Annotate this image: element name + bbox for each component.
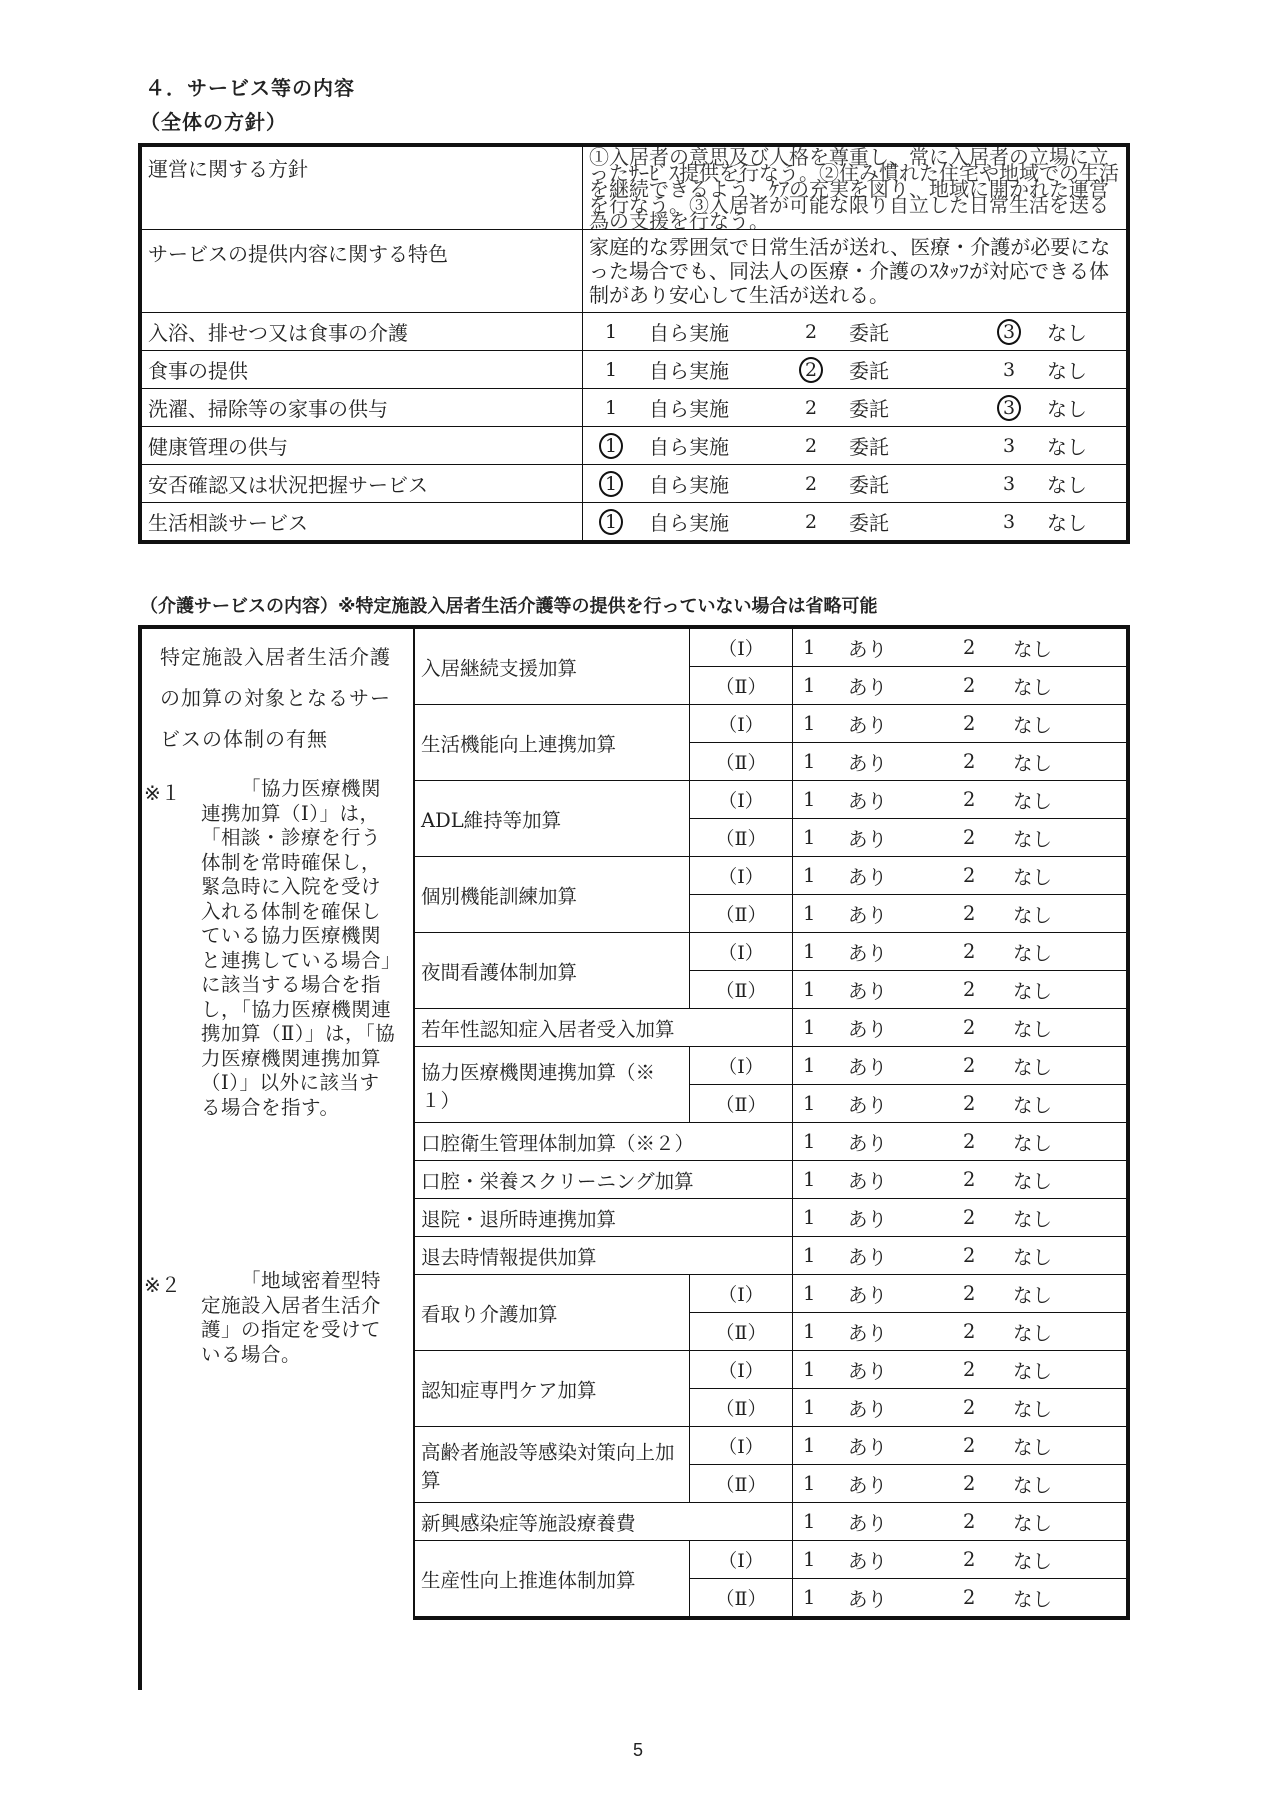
service-option-label: 食事の提供 bbox=[140, 351, 583, 389]
answer-option-2-number[interactable]: 2 bbox=[963, 1320, 976, 1343]
service-option-choices bbox=[583, 465, 1129, 503]
answer-option-1-number[interactable]: 1 bbox=[803, 1054, 816, 1077]
answer-choices bbox=[793, 743, 1129, 781]
care-item-subtype: （Ⅰ） bbox=[690, 1047, 793, 1085]
answer-option-1-number[interactable]: 1 bbox=[803, 1206, 816, 1229]
option-label-1: 自ら実施 bbox=[649, 321, 729, 345]
answer-choices bbox=[793, 1313, 1129, 1351]
option-number-3[interactable]: 3 bbox=[1002, 472, 1016, 495]
option-number-3-selected[interactable]: 3 bbox=[997, 395, 1021, 421]
care-item-name: 生活機能向上連携加算 bbox=[414, 705, 690, 781]
answer-option-1-label: あり bbox=[848, 751, 888, 775]
care-item-name: 入居継続支援加算 bbox=[414, 627, 690, 705]
option-label-1: 自ら実施 bbox=[649, 511, 729, 535]
care-addition-table bbox=[413, 625, 1130, 1620]
service-option-row bbox=[140, 351, 1128, 389]
answer-choices bbox=[793, 1123, 1129, 1161]
feature-row bbox=[140, 230, 1128, 313]
option-label-3: なし bbox=[1047, 397, 1087, 421]
answer-option-1-label: あり bbox=[848, 1169, 888, 1193]
care-item-row bbox=[414, 781, 1128, 819]
option-label-1: 自ら実施 bbox=[649, 397, 729, 421]
answer-option-2-label: なし bbox=[1013, 1245, 1053, 1269]
answer-option-2-number[interactable]: 2 bbox=[963, 1244, 976, 1267]
answer-option-2-label: なし bbox=[1013, 1321, 1053, 1345]
answer-option-1-label: あり bbox=[848, 1359, 888, 1383]
answer-option-1-number[interactable]: 1 bbox=[803, 1168, 816, 1191]
answer-option-2-number[interactable]: 2 bbox=[963, 978, 976, 1001]
answer-option-2-number[interactable]: 2 bbox=[963, 674, 976, 697]
answer-option-1-label: あり bbox=[848, 1017, 888, 1041]
answer-option-2-label: なし bbox=[1013, 1511, 1053, 1535]
answer-option-2-label: なし bbox=[1013, 1017, 1053, 1041]
care-item-subtype: （Ⅰ） bbox=[690, 1541, 793, 1579]
answer-choices bbox=[793, 1389, 1129, 1427]
answer-choices bbox=[793, 971, 1129, 1009]
option-number-1-selected[interactable]: 1 bbox=[599, 433, 623, 459]
option-label-3: なし bbox=[1047, 435, 1087, 459]
answer-option-1-label: あり bbox=[848, 713, 888, 737]
care-item-subtype: （Ⅱ） bbox=[690, 743, 793, 781]
answer-option-2-label: なし bbox=[1013, 675, 1053, 699]
answer-choices bbox=[793, 705, 1129, 743]
answer-option-2-label: なし bbox=[1013, 827, 1053, 851]
care-item-row bbox=[414, 1427, 1128, 1465]
option-label-1: 自ら実施 bbox=[649, 473, 729, 497]
answer-option-2-number[interactable]: 2 bbox=[963, 1472, 976, 1495]
answer-option-2-number[interactable]: 2 bbox=[963, 636, 976, 659]
answer-option-1-number[interactable]: 1 bbox=[803, 636, 816, 659]
answer-choices bbox=[793, 1161, 1129, 1199]
page-number: 5 bbox=[633, 1740, 644, 1760]
answer-option-2-label: なし bbox=[1013, 865, 1053, 889]
answer-choices bbox=[793, 1237, 1129, 1275]
care-item-row bbox=[414, 627, 1128, 667]
answer-choices bbox=[793, 1047, 1129, 1085]
care-item-subtype: （Ⅱ） bbox=[690, 1389, 793, 1427]
answer-option-1-label: あり bbox=[848, 637, 888, 661]
answer-option-2-number[interactable]: 2 bbox=[963, 1396, 976, 1419]
answer-choices bbox=[793, 1275, 1129, 1313]
answer-option-2-label: なし bbox=[1013, 1055, 1053, 1079]
care-item-row bbox=[414, 1351, 1128, 1389]
answer-option-2-label: なし bbox=[1013, 903, 1053, 927]
care-item-name: 新興感染症等施設療養費 bbox=[414, 1503, 793, 1541]
answer-choices bbox=[793, 857, 1129, 895]
service-option-row bbox=[140, 313, 1128, 351]
service-option-row bbox=[140, 465, 1128, 503]
care-item-subtype: （Ⅱ） bbox=[690, 1313, 793, 1351]
answer-option-1-number[interactable]: 1 bbox=[803, 1472, 816, 1495]
note-text-1: 「協力医療機関連携加算（Ⅰ）」は，「相談・診療を行う体制を常時確保し，緊急時に入院を受け入れる体制を確保している協力医療機関と連携している場合」に該当する場合を指し，「協力医療機関連携加算（Ⅱ）」は，「協力医療機関連携加算（Ⅰ）」以外に該当する場合を指す。 bbox=[201, 777, 396, 1119]
answer-option-2-label: なし bbox=[1013, 979, 1053, 1003]
policy-row bbox=[140, 145, 1128, 230]
care-item-row bbox=[414, 1541, 1128, 1579]
option-number-2[interactable]: 2 bbox=[804, 320, 818, 343]
answer-option-1-number[interactable]: 1 bbox=[803, 674, 816, 697]
answer-option-2-number[interactable]: 2 bbox=[963, 1092, 976, 1115]
care-item-row bbox=[414, 1047, 1128, 1085]
answer-option-1-label: あり bbox=[848, 941, 888, 965]
option-number-2[interactable]: 2 bbox=[804, 434, 818, 457]
answer-option-1-label: あり bbox=[848, 1207, 888, 1231]
answer-option-1-label: あり bbox=[848, 1473, 888, 1497]
answer-option-1-label: あり bbox=[848, 1093, 888, 1117]
care-item-name: 退院・退所時連携加算 bbox=[414, 1199, 793, 1237]
answer-option-2-number[interactable]: 2 bbox=[963, 1358, 976, 1381]
note-mark-1: ※１ bbox=[144, 781, 181, 805]
subsection-heading: （全体の方針） bbox=[140, 110, 287, 134]
answer-option-1-label: あり bbox=[848, 1131, 888, 1155]
care-item-name: 口腔・栄養スクリーニング加算 bbox=[414, 1161, 793, 1199]
care-item-subtype: （Ⅱ） bbox=[690, 1579, 793, 1619]
answer-option-1-label: あり bbox=[848, 1397, 888, 1421]
care-item-subtype: （Ⅱ） bbox=[690, 667, 793, 705]
service-option-label: 入浴、排せつ又は食事の介護 bbox=[140, 313, 583, 351]
answer-choices bbox=[793, 1009, 1129, 1047]
answer-option-1-label: あり bbox=[848, 1055, 888, 1079]
answer-option-2-label: なし bbox=[1013, 713, 1053, 737]
option-number-2-selected[interactable]: 2 bbox=[799, 357, 823, 383]
answer-option-1-number[interactable]: 1 bbox=[803, 1434, 816, 1457]
option-number-1-selected[interactable]: 1 bbox=[599, 471, 623, 497]
option-number-1[interactable]: 1 bbox=[604, 320, 618, 343]
answer-choices bbox=[793, 1541, 1129, 1579]
answer-option-1-label: あり bbox=[848, 789, 888, 813]
service-option-label: 洗濯、掃除等の家事の供与 bbox=[140, 389, 583, 427]
answer-option-1-number[interactable]: 1 bbox=[803, 750, 816, 773]
answer-option-1-label: あり bbox=[848, 865, 888, 889]
answer-option-1-label: あり bbox=[848, 1435, 888, 1459]
care-item-name: 認知症専門ケア加算 bbox=[414, 1351, 690, 1427]
care-item-subtype: （Ⅰ） bbox=[690, 1427, 793, 1465]
answer-option-1-label: あり bbox=[848, 827, 888, 851]
care-item-row bbox=[414, 933, 1128, 971]
answer-choices bbox=[793, 627, 1129, 667]
answer-option-2-label: なし bbox=[1013, 1549, 1053, 1573]
care-item-name: 個別機能訓練加算 bbox=[414, 857, 690, 933]
option-number-3[interactable]: 3 bbox=[1002, 510, 1016, 533]
answer-option-2-number[interactable]: 2 bbox=[963, 1434, 976, 1457]
answer-option-2-label: なし bbox=[1013, 1207, 1053, 1231]
option-number-2[interactable]: 2 bbox=[804, 510, 818, 533]
care-item-subtype: （Ⅰ） bbox=[690, 1351, 793, 1389]
answer-option-1-label: あり bbox=[848, 1587, 888, 1611]
answer-option-2-number[interactable]: 2 bbox=[963, 902, 976, 925]
answer-option-1-number[interactable]: 1 bbox=[803, 1396, 816, 1419]
answer-choices bbox=[793, 819, 1129, 857]
answer-option-2-label: なし bbox=[1013, 1587, 1053, 1611]
answer-option-2-number[interactable]: 2 bbox=[963, 1016, 976, 1039]
answer-option-1-number[interactable]: 1 bbox=[803, 1510, 816, 1533]
option-label-1: 自ら実施 bbox=[649, 359, 729, 383]
service-option-choices bbox=[583, 351, 1129, 389]
service-options bbox=[140, 313, 1128, 543]
answer-option-2-label: なし bbox=[1013, 1397, 1053, 1421]
option-label-3: なし bbox=[1047, 321, 1087, 345]
answer-option-2-label: なし bbox=[1013, 751, 1053, 775]
care-item-name: 看取り介護加算 bbox=[414, 1275, 690, 1351]
care-item-name: 高齢者施設等感染対策向上加算 bbox=[414, 1427, 690, 1503]
option-label-3: なし bbox=[1047, 473, 1087, 497]
option-number-3[interactable]: 3 bbox=[1002, 434, 1016, 457]
option-label-3: なし bbox=[1047, 359, 1087, 383]
care-item-subtype: （Ⅰ） bbox=[690, 627, 793, 667]
option-number-3-selected[interactable]: 3 bbox=[997, 319, 1021, 345]
answer-option-1-number[interactable]: 1 bbox=[803, 1244, 816, 1267]
service-option-row bbox=[140, 389, 1128, 427]
note-mark-2: ※２ bbox=[144, 1273, 181, 1297]
care-item-subtype: （Ⅰ） bbox=[690, 857, 793, 895]
answer-choices bbox=[793, 1503, 1129, 1541]
care-item-row bbox=[414, 1161, 1128, 1199]
service-option-label: 生活相談サービス bbox=[140, 503, 583, 543]
answer-choices bbox=[793, 1199, 1129, 1237]
answer-option-1-number[interactable]: 1 bbox=[803, 1548, 816, 1571]
care-item-row bbox=[414, 857, 1128, 895]
care-section-heading: （介護サービスの内容）※特定施設入居者生活介護等の提供を行っていない場合は省略可能 bbox=[140, 596, 878, 617]
answer-choices bbox=[793, 667, 1129, 705]
answer-option-1-number[interactable]: 1 bbox=[803, 1092, 816, 1115]
answer-option-1-label: あり bbox=[848, 1245, 888, 1269]
option-number-1[interactable]: 1 bbox=[604, 358, 618, 381]
answer-option-2-number[interactable]: 2 bbox=[963, 712, 976, 735]
option-label-1: 自ら実施 bbox=[649, 435, 729, 459]
option-label-2: 委託 bbox=[849, 359, 889, 383]
answer-option-2-number[interactable]: 2 bbox=[963, 1054, 976, 1077]
care-item-subtype: （Ⅰ） bbox=[690, 705, 793, 743]
answer-option-2-label: なし bbox=[1013, 789, 1053, 813]
answer-option-2-number[interactable]: 2 bbox=[963, 750, 976, 773]
care-item-name: ADL維持等加算 bbox=[414, 781, 690, 857]
answer-option-1-label: あり bbox=[848, 979, 888, 1003]
answer-option-2-label: なし bbox=[1013, 1473, 1053, 1497]
answer-option-1-label: あり bbox=[848, 1321, 888, 1345]
option-number-1-selected[interactable]: 1 bbox=[599, 509, 623, 535]
policy-value: ①入居者の意思及び人格を尊重し、常に入居者の立場に立ったｻｰﾋﾞｽ提供を行なう。②住み慣れた住宅や地域での生活を継続できるよう、ｹｱの充実を図り、地域に開かれた運営を行なう。③入居者が可能な限り自立した日常生活を送る為の支援を行なう。 bbox=[583, 145, 1129, 230]
answer-option-2-number[interactable]: 2 bbox=[963, 1130, 976, 1153]
answer-option-2-number[interactable]: 2 bbox=[963, 788, 976, 811]
answer-choices bbox=[793, 1465, 1129, 1503]
answer-option-1-number[interactable]: 1 bbox=[803, 902, 816, 925]
option-number-1[interactable]: 1 bbox=[604, 396, 618, 419]
answer-option-1-number[interactable]: 1 bbox=[803, 978, 816, 1001]
service-option-choices bbox=[583, 427, 1129, 465]
answer-option-2-number[interactable]: 2 bbox=[963, 864, 976, 887]
care-item-row bbox=[414, 1503, 1128, 1541]
answer-choices bbox=[793, 895, 1129, 933]
service-option-label: 安否確認又は状況把握サービス bbox=[140, 465, 583, 503]
service-option-choices bbox=[583, 313, 1129, 351]
care-item-row bbox=[414, 1199, 1128, 1237]
care-item-name: 口腔衛生管理体制加算（※２） bbox=[414, 1123, 793, 1161]
care-intro: 特定施設入居者生活介護の加算の対象となるサービスの体制の有無 bbox=[160, 645, 391, 751]
service-option-label: 健康管理の供与 bbox=[140, 427, 583, 465]
policy-table bbox=[138, 143, 1130, 544]
service-option-row bbox=[140, 427, 1128, 465]
answer-choices bbox=[793, 1427, 1129, 1465]
answer-choices bbox=[793, 781, 1129, 819]
care-item-name: 退去時情報提供加算 bbox=[414, 1237, 793, 1275]
option-label-2: 委託 bbox=[849, 321, 889, 345]
care-item-name: 生産性向上推進体制加算 bbox=[414, 1541, 690, 1619]
care-item-name: 若年性認知症入居者受入加算 bbox=[414, 1009, 793, 1047]
answer-option-1-number[interactable]: 1 bbox=[803, 788, 816, 811]
answer-option-1-number[interactable]: 1 bbox=[803, 864, 816, 887]
answer-option-1-number[interactable]: 1 bbox=[803, 712, 816, 735]
answer-option-2-label: なし bbox=[1013, 1093, 1053, 1117]
answer-option-2-number[interactable]: 2 bbox=[963, 1586, 976, 1609]
care-item-name: 夜間看護体制加算 bbox=[414, 933, 690, 1009]
answer-option-1-number[interactable]: 1 bbox=[803, 1282, 816, 1305]
option-number-3[interactable]: 3 bbox=[1002, 358, 1016, 381]
answer-option-2-number[interactable]: 2 bbox=[963, 1282, 976, 1305]
answer-option-2-label: なし bbox=[1013, 637, 1053, 661]
answer-option-1-number[interactable]: 1 bbox=[803, 1320, 816, 1343]
answer-choices bbox=[793, 1085, 1129, 1123]
care-item-row bbox=[414, 1237, 1128, 1275]
policy-label: 運営に関する方針 bbox=[140, 145, 583, 230]
answer-option-2-number[interactable]: 2 bbox=[963, 1206, 976, 1229]
care-item-row bbox=[414, 1009, 1128, 1047]
option-label-2: 委託 bbox=[849, 511, 889, 535]
answer-option-1-number[interactable]: 1 bbox=[803, 1130, 816, 1153]
answer-option-1-label: あり bbox=[848, 675, 888, 699]
answer-option-1-label: あり bbox=[848, 1283, 888, 1307]
answer-choices bbox=[793, 1351, 1129, 1389]
answer-choices bbox=[793, 933, 1129, 971]
feature-label: サービスの提供内容に関する特色 bbox=[140, 230, 583, 313]
option-label-2: 委託 bbox=[849, 435, 889, 459]
answer-option-2-number[interactable]: 2 bbox=[963, 1168, 976, 1191]
answer-option-2-number[interactable]: 2 bbox=[963, 1548, 976, 1571]
answer-option-1-label: あり bbox=[848, 1511, 888, 1535]
care-item-subtype: （Ⅰ） bbox=[690, 781, 793, 819]
section-heading: ４．サービス等の内容 bbox=[145, 76, 355, 100]
service-option-choices bbox=[583, 503, 1129, 543]
answer-option-1-number[interactable]: 1 bbox=[803, 940, 816, 963]
answer-option-2-number[interactable]: 2 bbox=[963, 940, 976, 963]
option-number-2[interactable]: 2 bbox=[804, 472, 818, 495]
care-item-subtype: （Ⅱ） bbox=[690, 1465, 793, 1503]
answer-option-2-label: なし bbox=[1013, 1131, 1053, 1155]
answer-option-1-label: あり bbox=[848, 1549, 888, 1573]
note-text-2: 「地域密着型特定施設入居者生活介護」の指定を受けている場合。 bbox=[201, 1269, 382, 1366]
care-item-name: 協力医療機関連携加算（※１） bbox=[414, 1047, 690, 1123]
answer-option-2-label: なし bbox=[1013, 1435, 1053, 1459]
answer-option-1-number[interactable]: 1 bbox=[803, 1586, 816, 1609]
answer-choices bbox=[793, 1579, 1129, 1619]
care-item-subtype: （Ⅱ） bbox=[690, 819, 793, 857]
feature-value: 家庭的な雰囲気で日常生活が送れ、医療・介護が必要になった場合でも、同法人の医療・介護のｽﾀｯﾌが対応できる体制があり安心して生活が送れる。 bbox=[583, 230, 1129, 313]
service-option-choices bbox=[583, 389, 1129, 427]
option-label-3: なし bbox=[1047, 511, 1087, 535]
option-label-2: 委託 bbox=[849, 397, 889, 421]
care-item-row bbox=[414, 1275, 1128, 1313]
service-option-row bbox=[140, 503, 1128, 543]
answer-option-1-number[interactable]: 1 bbox=[803, 1016, 816, 1039]
care-item-subtype: （Ⅰ） bbox=[690, 933, 793, 971]
answer-option-2-label: なし bbox=[1013, 941, 1053, 965]
care-item-subtype: （Ⅰ） bbox=[690, 1275, 793, 1313]
answer-option-1-label: あり bbox=[848, 903, 888, 927]
answer-option-2-label: なし bbox=[1013, 1169, 1053, 1193]
care-notes-cell bbox=[138, 625, 413, 1690]
care-item-subtype: （Ⅱ） bbox=[690, 1085, 793, 1123]
answer-option-2-number[interactable]: 2 bbox=[963, 1510, 976, 1533]
care-item-row bbox=[414, 705, 1128, 743]
answer-option-2-label: なし bbox=[1013, 1359, 1053, 1383]
option-label-2: 委託 bbox=[849, 473, 889, 497]
care-item-subtype: （Ⅱ） bbox=[690, 895, 793, 933]
option-number-2[interactable]: 2 bbox=[804, 396, 818, 419]
care-item-row bbox=[414, 1123, 1128, 1161]
answer-option-2-number[interactable]: 2 bbox=[963, 826, 976, 849]
care-item-subtype: （Ⅱ） bbox=[690, 971, 793, 1009]
answer-option-1-number[interactable]: 1 bbox=[803, 1358, 816, 1381]
answer-option-1-number[interactable]: 1 bbox=[803, 826, 816, 849]
answer-option-2-label: なし bbox=[1013, 1283, 1053, 1307]
